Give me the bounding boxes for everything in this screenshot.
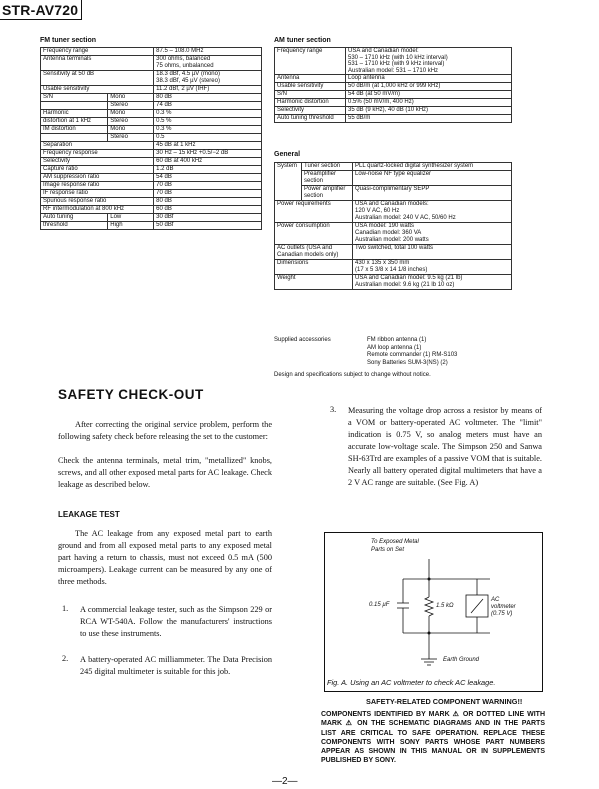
fm-spec-value: 11.2 dBf, 2 µV (IHF): [154, 86, 262, 94]
fm-spec-row: [41, 190, 262, 198]
fm-spec-row: [41, 126, 262, 134]
fm-spec-label: distortion at 1 kHz: [41, 118, 108, 126]
fm-spec-label: Harmonic: [41, 110, 108, 118]
fm-spec-label: S/N: [41, 94, 108, 102]
fm-spec-row: [41, 118, 262, 126]
fm-spec-label: Image response ratio: [41, 182, 154, 190]
voltmeter-needle: [471, 599, 483, 613]
model-title: STR-AV720: [0, 0, 82, 20]
fm-spec-label: IF response ratio: [41, 190, 154, 198]
warning-text: COMPONENTS IDENTIFIED BY MARK ⚠ OR DOTTED LINE WITH MARK ⚠ ON THE SCHEMATIC DIAGRAMS AND IN THE PARTS LIST ARE CRITICAL TO SAFE OPERATION. REPLACE THESE COMPONENTS WITH SONY PARTS WHOSE PART NUMBERS APPEAR AS SHOWN IN THIS MANUAL OR IN SUPPLEMENTS PUBLISHED BY SONY.: [321, 711, 545, 765]
am-spec-label: Harmonic distortion: [275, 99, 346, 107]
fm-spec-label: Antenna terminals: [41, 56, 154, 71]
item-3-number: 3.: [330, 405, 337, 414]
fm-spec-value: 30 dBf: [154, 214, 262, 222]
am-spec-row: [275, 107, 512, 115]
am-spec-value: USA and Canadian model: 530 – 1710 kHz (with 10 kHz interval) 531 – 1710 kHz (with 9 kHz interval) Australian model: 531 – 1710 kHz: [346, 48, 512, 75]
resistor-symbol: [425, 597, 433, 616]
fm-spec-row: [41, 48, 262, 56]
fm-spec-sublabel: Stereo: [108, 134, 154, 142]
general-spec-label: AC outlets (USA and Canadian models only): [275, 245, 353, 260]
am-spec-row: [275, 115, 512, 123]
general-system-row: [275, 171, 512, 186]
general-spec-value: USA model: 190 watts Canadian model: 360 VA Australian model: 200 watts: [353, 223, 512, 245]
fm-spec-label: Spurious response ratio: [41, 198, 154, 206]
fm-spec-value: 60 dB: [154, 206, 262, 214]
general-spec-row: [275, 245, 512, 260]
am-spec-value: 54 dB (at 50 mV/m): [346, 91, 512, 99]
safety-intro: After correcting the original service problem, perform the following safety check before releasing the set to the customer:: [58, 420, 272, 441]
fig-cap-label: 0.15 µF: [369, 602, 390, 608]
fm-spec-row: [41, 71, 262, 86]
spec-note: Design and specifications subject to change without notice.: [274, 372, 431, 378]
fm-spec-value: 1.2 dB: [154, 166, 262, 174]
fm-spec-value: 0.3 %: [154, 126, 262, 134]
general-spec-value: 430 x 135 x 350 mm (17 x 5 3/8 x 14 1/8 inches): [353, 260, 512, 275]
fm-spec-value: 70 dB: [154, 182, 262, 190]
general-spec-value: Two switched, total 100 watts: [353, 245, 512, 260]
fm-spec-row: [41, 174, 262, 182]
fm-spec-label: RF intermodulation at 800 kHz: [41, 206, 154, 214]
figure-a: [324, 532, 543, 692]
item-2-text: A battery-operated AC milliammeter. The Data Precision 245 digital multimeter is suitable for this job.: [80, 655, 272, 676]
fm-spec-row: [41, 206, 262, 214]
fig-res-label: 1.5 kΩ: [436, 603, 454, 609]
fm-spec-sublabel: High: [108, 222, 154, 230]
am-spec-value: 55 dB/m: [346, 115, 512, 123]
am-spec-row: [275, 83, 512, 91]
general-spec-label: Weight: [275, 275, 353, 290]
fm-spec-label: Sensitivity at 50 dB: [41, 71, 154, 86]
fm-spec-label: threshold: [41, 222, 108, 230]
general-spec-row: [275, 275, 512, 290]
fm-spec-row: [41, 198, 262, 206]
fm-spec-label: Selectivity: [41, 158, 154, 166]
fm-spec-value: 74 dB: [154, 102, 262, 110]
fm-spec-value: 80 dB: [154, 94, 262, 102]
leakage-title: LEAKAGE TEST: [58, 510, 120, 519]
fm-spec-row: [41, 134, 262, 142]
fm-spec-label: Separation: [41, 142, 154, 150]
page-number: —2—: [272, 776, 298, 787]
general-system-row: [275, 163, 512, 171]
fm-spec-label: Frequency range: [41, 48, 154, 56]
fm-spec-row: [41, 214, 262, 222]
fm-spec-value: 0.5 %: [154, 118, 262, 126]
fm-spec-row: [41, 142, 262, 150]
fm-spec-label: IM distortion: [41, 126, 108, 134]
safety-title: SAFETY CHECK-OUT: [58, 387, 204, 402]
am-spec-value: 0.5% (50 mV/m, 400 Hz): [346, 99, 512, 107]
fm-spec-row: [41, 94, 262, 102]
fm-spec-value: 30 Hz – 15 kHz +0.5/−2 dB: [154, 150, 262, 158]
fm-spec-value: 54 dB: [154, 174, 262, 182]
junction-bottom: [428, 632, 431, 635]
fm-spec-value: 80 dB: [154, 198, 262, 206]
item-1-text: A commercial leakage tester, such as the Simpson 229 or RCA WT-540A. Follow the manufacturers' instructions to use these instruments.: [80, 605, 272, 638]
fm-spec-value: 50 dBf: [154, 222, 262, 230]
fm-spec-value: 70 dB: [154, 190, 262, 198]
general-spec-table: [274, 162, 512, 290]
general-spec-row: [275, 260, 512, 275]
fm-spec-table: [40, 47, 262, 230]
item-2-number: 2.: [62, 654, 69, 663]
general-spec-label: Power requirements: [275, 201, 353, 223]
am-spec-row: [275, 99, 512, 107]
general-spec-value: USA and Canadian model: 9.5 kg (21 lb) Australian model: 9.6 kg (21 lb 10 oz): [353, 275, 512, 290]
general-spec-label: Dimensions: [275, 260, 353, 275]
general-system-value: PLL quartz-locked digital synthesizer system: [353, 163, 512, 171]
fm-spec-row: [41, 86, 262, 94]
fm-spec-label: Frequency response: [41, 150, 154, 158]
fm-spec-row: [41, 150, 262, 158]
am-spec-label: Usable sensitivity: [275, 83, 346, 91]
warning-title: SAFETY-RELATED COMPONENT WARNING!!: [366, 697, 523, 706]
am-spec-row: [275, 48, 512, 75]
general-spec-row: [275, 201, 512, 223]
supplied-items: FM ribbon antenna (1) AM loop antenna (1) Remote commander (1) RM-S103 Sony Batteries SUM-3(NS) (2): [367, 337, 458, 366]
fm-spec-label: Auto tuning: [41, 214, 108, 222]
fig-ground-label: Earth Ground: [443, 657, 480, 663]
general-system-sublabel: Power amplifier section: [302, 186, 353, 201]
am-section-title: AM tuner section: [274, 37, 331, 44]
fm-spec-label: Capture ratio: [41, 166, 154, 174]
general-system-row: [275, 186, 512, 201]
fm-spec-row: [41, 56, 262, 71]
am-spec-value: 50 dB/m (at 1,000 kHz or 999 kHz): [346, 83, 512, 91]
item-3-text: Measuring the voltage drop across a resistor by means of a VOM or battery-operated AC voltmeter. The "limit" indication is 0.75 V, so analog meters must have an accurate low-voltage scale. The Simpson 250 and Sanwa SH-63Trd are examples of a passive VOM that is suitable. Nearly all battery operated digital multimeters that have a 2 V AC range are suitable. (See Fig. A): [348, 406, 542, 487]
am-spec-label: Frequency range: [275, 48, 346, 75]
fm-spec-label: AM suppression ratio: [41, 174, 154, 182]
general-spec-row: [275, 223, 512, 245]
junction-top: [428, 578, 431, 581]
fig-top-label: To Exposed Metal Parts on Set: [371, 539, 419, 553]
am-spec-row: [275, 75, 512, 83]
general-system-value: Quasi-complimentary SEPP: [353, 186, 512, 201]
fm-spec-sublabel: Low: [108, 214, 154, 222]
fm-spec-row: [41, 166, 262, 174]
fm-spec-row: [41, 110, 262, 118]
am-spec-label: S/N: [275, 91, 346, 99]
general-system-sublabel: Preamplifier section: [302, 171, 353, 186]
fm-spec-sublabel: Stereo: [108, 118, 154, 126]
fm-spec-label: [41, 134, 108, 142]
fm-spec-sublabel: Stereo: [108, 102, 154, 110]
fm-spec-value: 87.5 – 108.0 MHz: [154, 48, 262, 56]
supplied-label: Supplied accessories: [274, 337, 331, 343]
fm-spec-value: 18.3 dBf, 4.5 µV (mono) 38.3 dBf, 45 µV (stereo): [154, 71, 262, 86]
fm-section-title: FM tuner section: [40, 37, 97, 44]
general-section-title: General: [274, 151, 301, 158]
general-system-label: System: [275, 163, 302, 201]
fm-spec-label: Usable sensitivity: [41, 86, 154, 94]
fm-spec-row: [41, 222, 262, 230]
safety-intro-2: Check the antenna terminals, metal trim, "metallized" knobs, screws, and all other exposed metal parts for AC leakage. Check leakage as described below.: [58, 456, 272, 489]
am-spec-label: Selectivity: [275, 107, 346, 115]
figure-caption: Fig. A. Using an AC voltmeter to check AC leakage.: [327, 678, 496, 687]
am-spec-label: Auto tuning threshold: [275, 115, 346, 123]
am-spec-table: [274, 47, 512, 123]
fm-spec-sublabel: Mono: [108, 126, 154, 134]
general-spec-value: USA and Canadian models: 120 V AC, 60 Hz Australian model: 240 V AC, 50/60 Hz: [353, 201, 512, 223]
fm-spec-value: 0.3 %: [154, 110, 262, 118]
fm-spec-value: 60 dB at 400 kHz: [154, 158, 262, 166]
am-spec-label: Antenna: [275, 75, 346, 83]
leakage-body: The AC leakage from any exposed metal part to earth ground and from all exposed metal parts to any exposed metal part having a return to chassis, must not exceed 0.5 mA (500 microampers). Leakage current can be measured by any one of three methods.: [58, 529, 272, 586]
general-system-sublabel: Tuner section: [302, 163, 353, 171]
fm-spec-row: [41, 182, 262, 190]
am-spec-value: Loop antenna: [346, 75, 512, 83]
general-system-value: Low-noise NF type equalizer: [353, 171, 512, 186]
fm-spec-sublabel: Mono: [108, 110, 154, 118]
fm-spec-row: [41, 102, 262, 110]
fm-spec-row: [41, 158, 262, 166]
am-spec-row: [275, 91, 512, 99]
fm-spec-value: 45 dB at 1 kHz: [154, 142, 262, 150]
fm-spec-value: 300 ohms, balanced 75 ohms, unbalanced: [154, 56, 262, 71]
fm-spec-sublabel: Mono: [108, 94, 154, 102]
general-spec-label: Power consumption: [275, 223, 353, 245]
fig-meter-label: AC voltmeter (0.75 V): [491, 597, 516, 617]
item-1-number: 1.: [62, 604, 69, 613]
fm-spec-value: 0.5: [154, 134, 262, 142]
am-spec-value: 35 dB (9 kHz), 40 dB (10 kHz): [346, 107, 512, 115]
fm-spec-label: [41, 102, 108, 110]
